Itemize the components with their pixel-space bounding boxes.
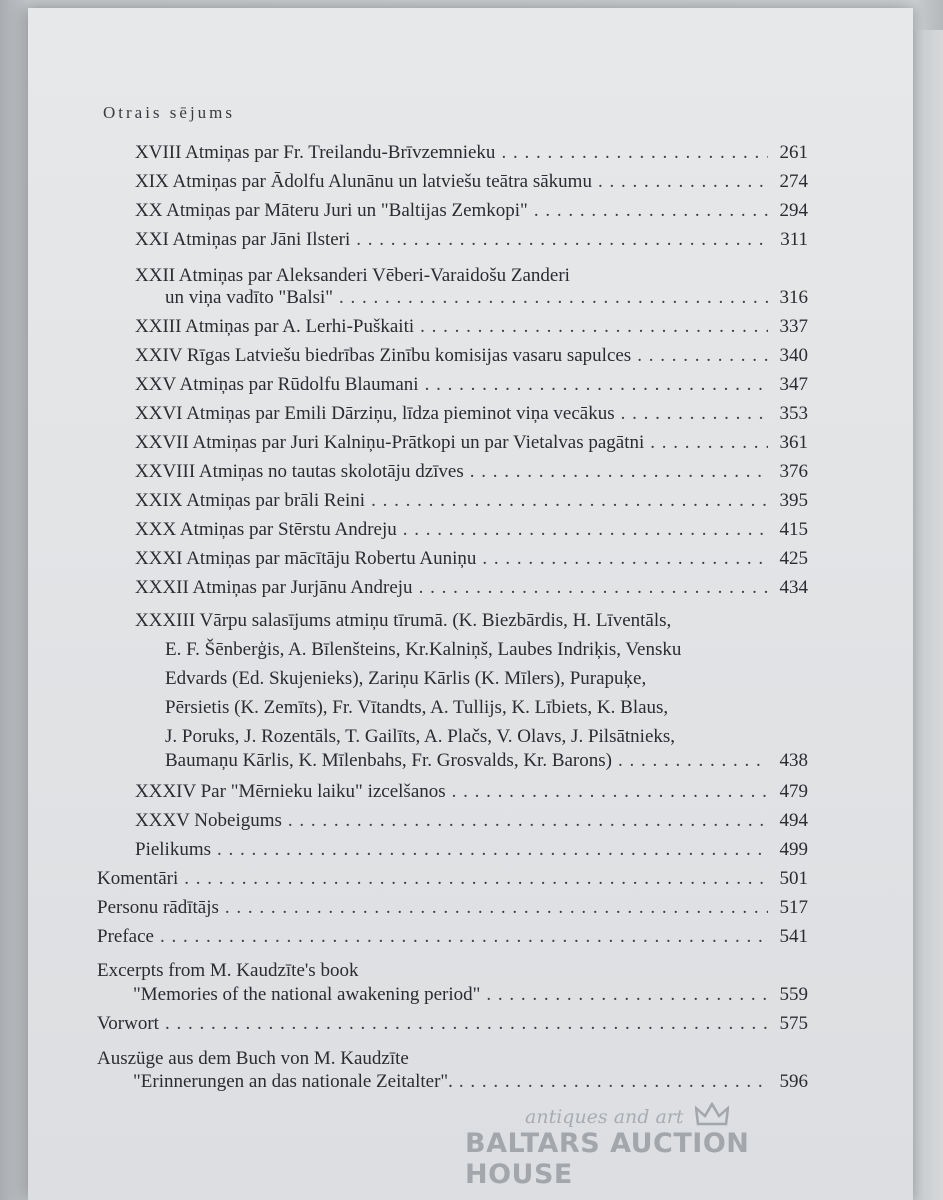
toc-entry [165,287,808,316]
toc-entry [97,897,808,926]
toc-entry [133,984,808,1013]
dot-leader [420,316,768,338]
toc-entry-page: 501 [779,868,808,889]
toc-entry-title-line1: Auszüge aus dem Buch von M. Kaudzīte [97,1048,409,1069]
toc-entry [165,750,808,779]
dot-leader [618,750,768,772]
volume-heading: Otrais sējums [103,103,236,122]
toc-entry-title: XXIX Atmiņas par brāli Reini [135,490,366,511]
dot-leader [598,171,768,193]
toc-entry-page: 395 [779,490,808,511]
toc-entry-page: 434 [779,577,808,598]
dot-leader [339,287,768,309]
toc-entry-title: XXXI Atmiņas par mācītāju Robertu Auniņu [135,548,477,569]
toc-entry-title: XXI Atmiņas par Jāni Ilsteri [135,229,351,250]
toc-entry-title-line1: Excerpts from M. Kaudzīte's book [97,960,359,981]
toc-entry-page: 517 [779,897,808,918]
dot-leader [371,490,768,512]
toc-entry-title: XXXII Atmiņas par Jurjānu Andreju [135,577,413,598]
dot-leader [165,1013,768,1035]
toc-entry-page: 425 [779,548,808,569]
watermark-tagline: antiques and art [525,1106,684,1128]
toc-entry [135,781,808,810]
toc-entry-page: 575 [779,1013,808,1034]
toc-entry [135,839,808,868]
toc-entry-title: XXX Atmiņas par Stērstu Andreju [135,519,397,540]
toc-entry-title: XXXV Nobeigums [135,810,282,831]
dot-leader [637,345,768,367]
toc-entry-title: "Memories of the national awakening period" [133,984,481,1005]
toc-entry-title: XIX Atmiņas par Ādolfu Alunānu un latviešu teātra sākumu [135,171,592,192]
dot-leader [160,926,768,948]
dot-leader [534,200,768,222]
toc-entry-page: 499 [779,839,808,860]
dot-leader [501,142,768,164]
toc-entry-page: 596 [779,1071,808,1092]
toc-entry-title: XXIV Rīgas Latviešu biedrības Zinību komisijas vasaru sapulces [135,345,632,366]
toc-entry-page: 311 [780,229,808,250]
toc-entry-title: Vorwort [97,1013,159,1034]
toc-entry [135,229,808,258]
toc-entry [135,316,808,345]
crown-icon [695,1102,729,1128]
toc-entry [135,200,808,229]
toc-entry-page: 479 [779,781,808,802]
watermark-brand: BALTARS AUCTION HOUSE [465,1128,750,1190]
toc-entry-page: 274 [779,171,808,192]
toc-entry [135,461,808,490]
dot-leader [482,548,768,570]
toc-entry [97,868,808,897]
auction-house-watermark [465,1106,865,1190]
toc-entry-page: 361 [779,432,808,453]
dot-leader [486,984,768,1006]
toc-entry-page: 294 [779,200,808,221]
toc-entry-title-line: Pērsietis (K. Zemīts), Fr. Vītandts, A. Tullijs, K. Lībiets, K. Blaus, [165,697,669,718]
toc-entry-title: "Erinnerungen an das nationale Zeitalter". [133,1071,453,1092]
toc-entry-title: Baumaņu Kārlis, K. Mīlenbahs, Fr. Grosvalds, Kr. Barons) [165,750,612,771]
dot-leader [452,781,768,803]
toc-entry [135,374,808,403]
toc-entry-title-line1: XXII Atmiņas par Aleksanderi Vēberi-Varaidošu Zanderi [135,265,570,286]
toc-entry-title: Preface [97,926,154,947]
toc-entry [135,142,808,171]
toc-entry [133,1071,808,1100]
toc-entry-title: XXVII Atmiņas par Juri Kalniņu-Prātkopi un par Vietalvas pagātni [135,432,645,453]
dot-leader [356,229,768,251]
toc-entry [135,519,808,548]
dot-leader [403,519,768,541]
toc-entry [135,171,808,200]
toc-entry-page: 438 [779,750,808,771]
toc-entry [135,432,808,461]
toc-entry [135,490,808,519]
dot-leader [650,432,768,454]
dot-leader [225,897,768,919]
toc-entry-title: Personu rādītājs [97,897,219,918]
toc-entry-title: XVIII Atmiņas par Fr. Treilandu-Brīvzemnieku [135,142,496,163]
dot-leader [425,374,768,396]
toc-entry [135,810,808,839]
toc-entry [97,926,808,955]
toc-entry-title: Komentāri [97,868,179,889]
toc-entry-title: XXXIV Par "Mērnieku laiku" izcelšanos [135,781,446,802]
dot-leader [217,839,768,861]
dot-leader [419,577,768,599]
toc-entry-title-line: XXXIII Vārpu salasījums atmiņu tīrumā. (K. Biezbārdis, H. Līventāls, [135,610,672,631]
toc-entry [135,577,808,606]
toc-entry-title: XXVIII Atmiņas no tautas skolotāju dzīves [135,461,464,482]
toc-entry-title: XXV Atmiņas par Rūdolfu Blaumani [135,374,419,395]
toc-entry-page: 494 [779,810,808,831]
toc-entry [135,548,808,577]
dot-leader [470,461,768,483]
toc-entry-title-line: J. Poruks, J. Rozentāls, T. Gailīts, A. Plačs, V. Olavs, J. Pilsātnieks, [165,726,676,747]
toc-entry-page: 559 [779,984,808,1005]
toc-entry-page: 316 [779,287,808,308]
dot-leader [621,403,768,425]
dot-leader [288,810,768,832]
toc-entry [135,403,808,432]
toc-entry-title: XXVI Atmiņas par Emili Dārziņu, līdza pieminot viņa vecākus [135,403,615,424]
toc-entry-page: 337 [779,316,808,337]
toc-entry [135,345,808,374]
toc-entry-title: XXIII Atmiņas par A. Lerhi-Puškaiti [135,316,415,337]
toc-entry-page: 347 [779,374,808,395]
toc-entry-page: 415 [779,519,808,540]
toc-entry-title: Pielikums [135,839,212,860]
toc-entry [97,1013,808,1042]
toc-entry-title: XX Atmiņas par Māteru Juri un "Baltijas Zemkopi" [135,200,528,221]
dot-leader [184,868,768,890]
toc-entry-title: un viņa vadīto "Balsi" [165,287,334,308]
toc-entry-page: 376 [779,461,808,482]
dot-leader [459,1071,768,1093]
toc-entry-title-line: Edvards (Ed. Skujenieks), Zariņu Kārlis (K. Mīlers), Purapuķe, [165,668,647,689]
toc-entry-page: 353 [779,403,808,424]
toc-entry-page: 340 [779,345,808,366]
toc-entry-page: 261 [779,142,808,163]
toc-entry-title-line: E. F. Šēnberģis, A. Bīlenšteins, Kr.Kalniņš, Laubes Indriķis, Vensku [165,639,682,660]
toc-entry-page: 541 [779,926,808,947]
